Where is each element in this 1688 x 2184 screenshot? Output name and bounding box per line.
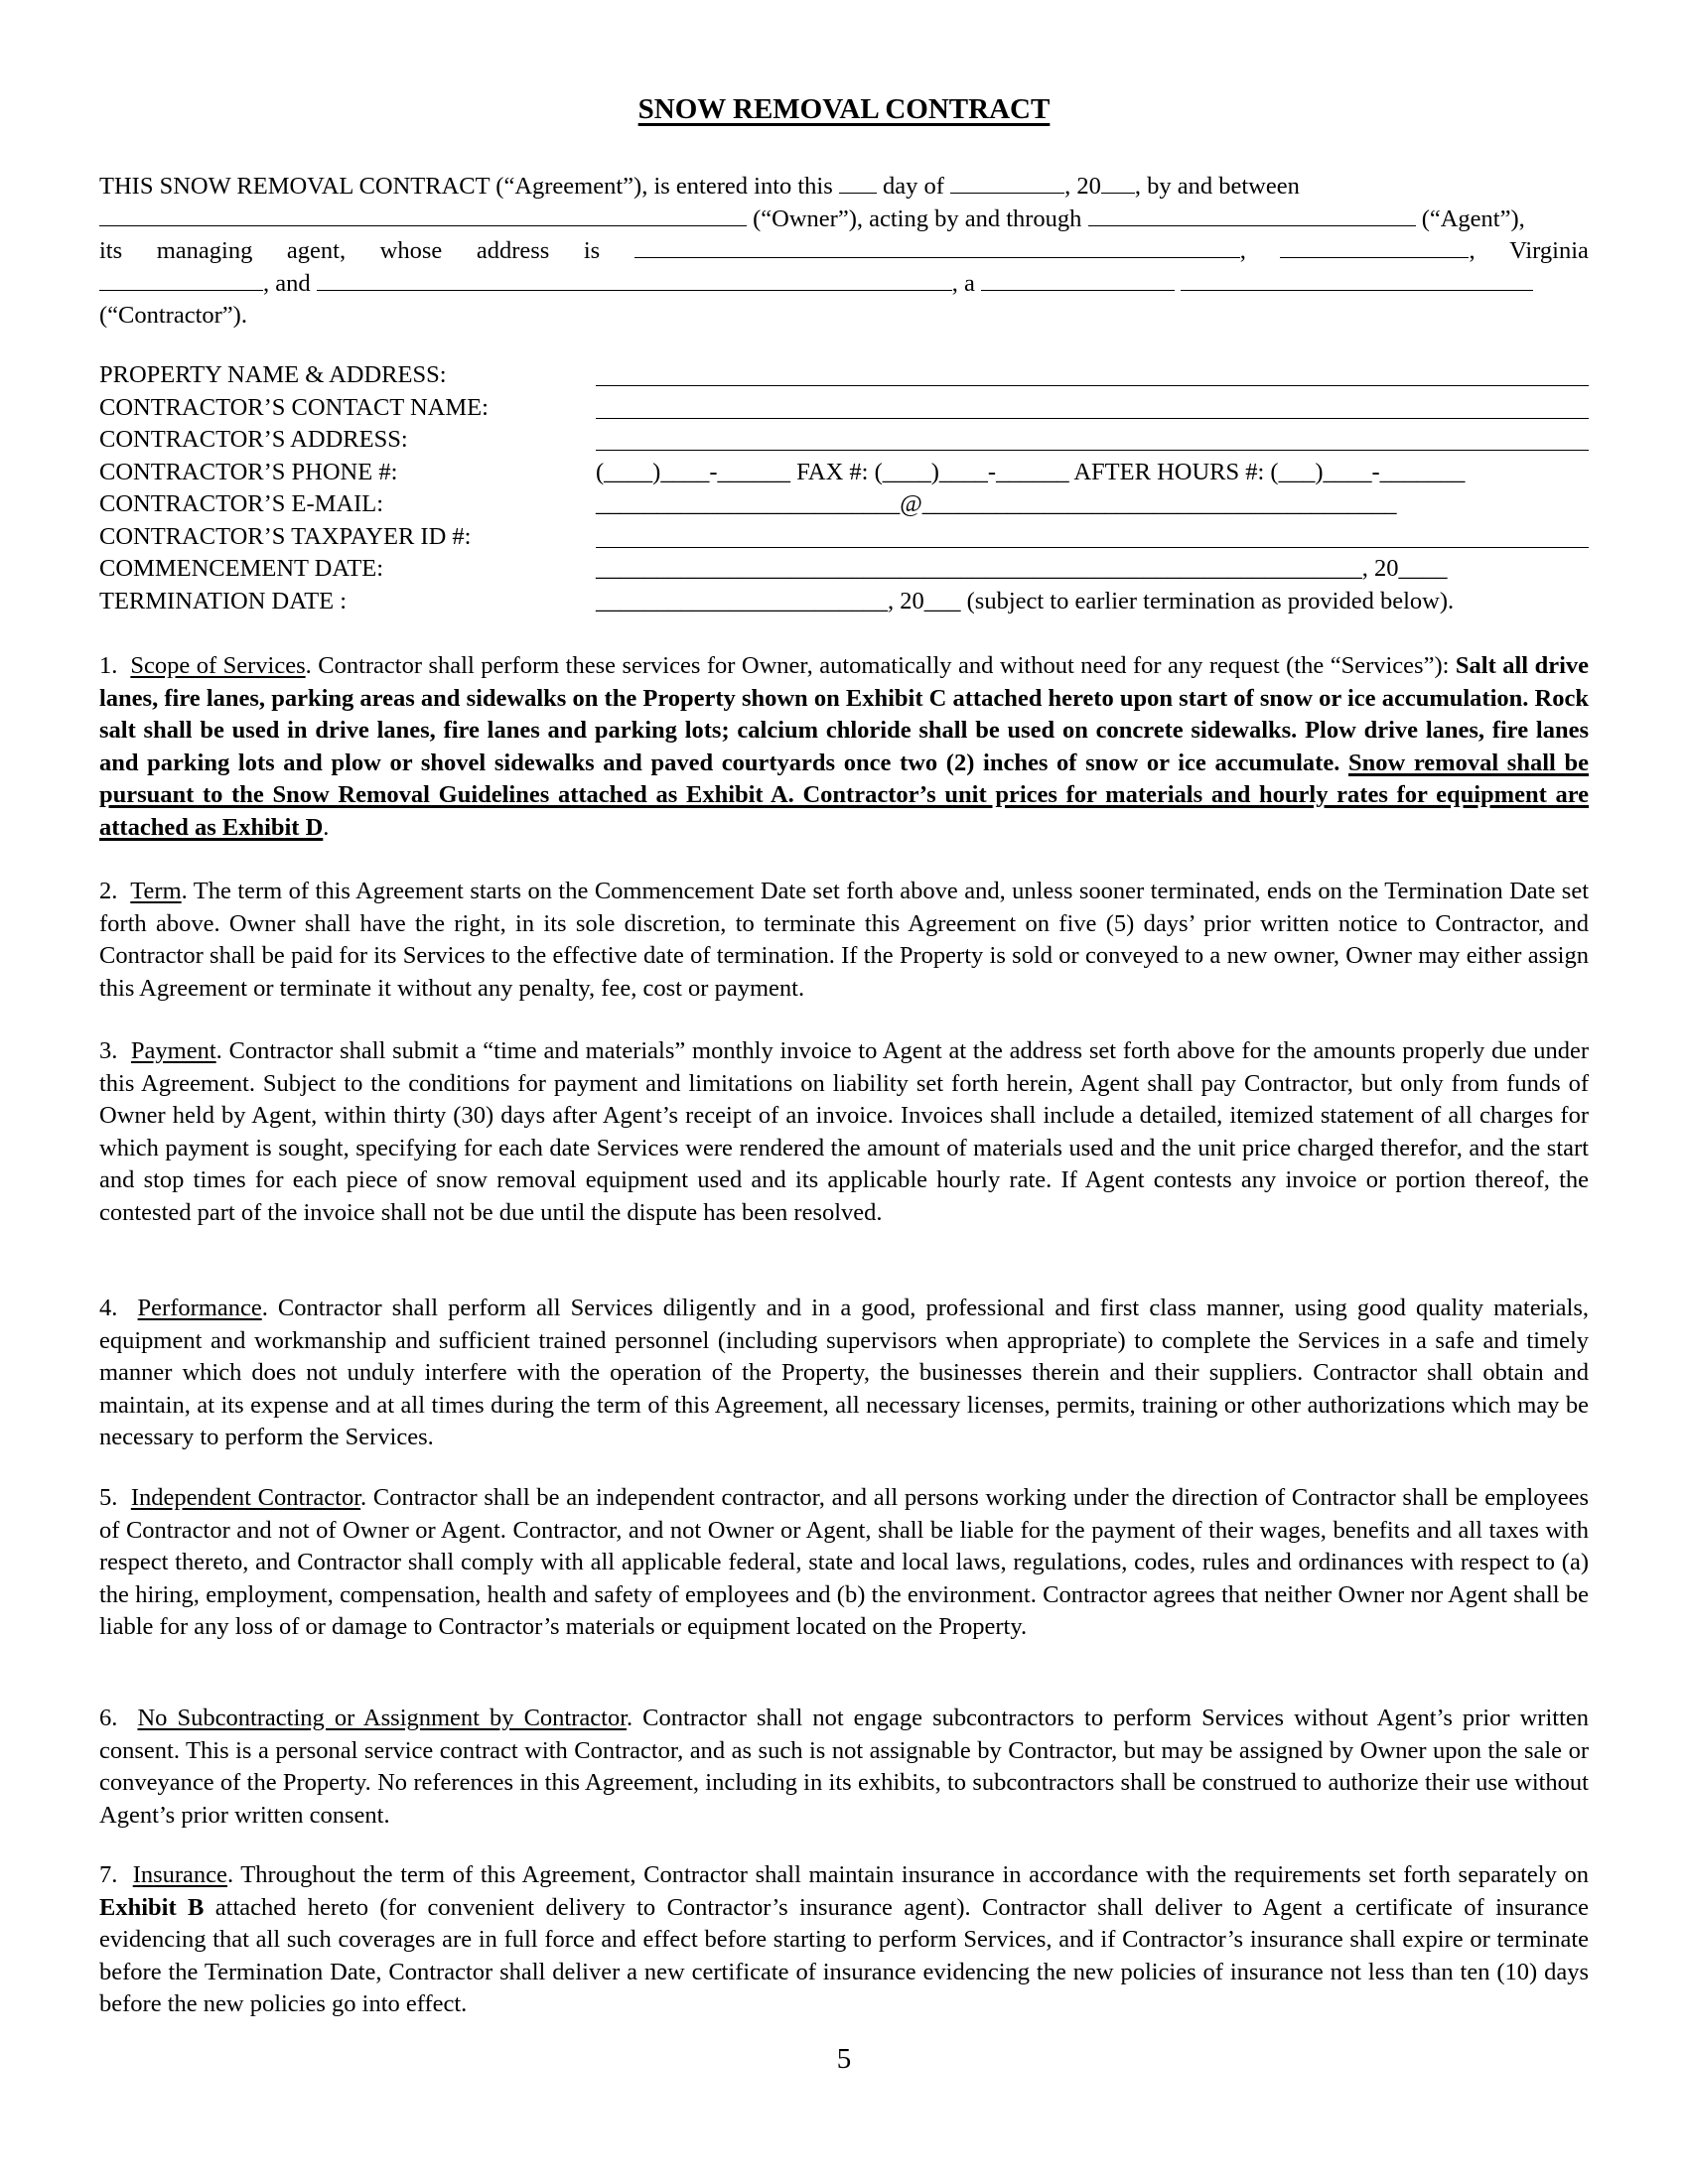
intro-line-2	[99, 204, 1589, 236]
agent-city-group	[1280, 235, 1475, 268]
field-label: PROPERTY NAME & ADDRESS:	[99, 361, 447, 388]
intro-text: , a	[951, 269, 975, 297]
address-input-line[interactable]	[596, 450, 1589, 451]
section-4-performance	[99, 1293, 1589, 1454]
termination-date-input[interactable]: ________________________, 20___ (subject to earlier termination as provided below).	[596, 587, 1455, 614]
section-number: 5.	[99, 1484, 118, 1511]
intro-word: whose	[379, 237, 443, 264]
field-label: CONTRACTOR’S CONTACT NAME:	[99, 393, 489, 421]
intro-word: agent,	[286, 237, 347, 264]
section-heading: Performance	[137, 1295, 262, 1321]
month-blank[interactable]	[950, 171, 1064, 194]
state-text: Virginia	[1509, 237, 1589, 264]
section-text: . Contractor shall perform these services for Owner, automatically and without need for any request (the “Services”):	[305, 652, 1456, 679]
section-heading: Term	[130, 878, 182, 904]
section-text: . The term of this Agreement starts on the Commencement Date set forth above and, unless sooner terminated, ends on the Termination Date set forth above. Owner shall have the right, in its sole discretion, to terminate this Agreement on five (5) days’ prior written notice to Contractor, and Contractor shall be paid for its Services to the effective date of termination. If the Property is sold or conveyed to a new owner, Owner may either assign this Agreement or terminate it without any penalty, fee, cost or payment.	[99, 878, 1589, 1002]
section-3-payment	[99, 1035, 1589, 1229]
section-text: . Contractor shall be an independent contractor, and all persons working under the direction of Contractor shall be employees of Contractor and not of Owner or Agent. Contractor, and not Owner or Agent, shall be liable for the payment of their wages, benefits and all taxes with respect thereto, and Contractor shall comply with all applicable federal, state and local laws, regulations, codes, rules and ordinances with respect to (a) the hiring, employment, compensation, health and safety of employees and (b) the environment. Contractor agrees that neither Owner nor Agent shall be liable for any loss of or damage to Contractor’s materials or equipment located on the Property.	[99, 1484, 1590, 1640]
section-text: . Contractor shall submit a “time and materials” monthly invoice to Agent at the address set forth above for the amounts properly due under this Agreement. Subject to the conditions for payment and limitations on liability set forth herein, Agent shall pay Contractor, but only from funds of Owner held by Agent, within thirty (30) days after Agent’s receipt of an invoice. Invoices shall include a detailed, itemized statement of all charges for which payment is sought, specifying for each date Services were rendered the amount of materials used and the unit price charged therefor, and the start and stop times for each piece of snow removal equipment used and its applicable hourly rate. If Agent contests any invoice or portion thereof, the contested part of the invoice shall not be due until the dispute has been resolved.	[99, 1037, 1589, 1226]
agent-blank[interactable]	[1088, 204, 1416, 226]
intro-word: is	[583, 237, 601, 264]
section-bold-text: Salt all drive lanes, fire lanes, parking areas and sidewalks on the Property shown on Exhibit C attached hereto upon start of snow or ice accumulation. Rock salt shall be used in drive lanes, fire lanes and parking lots; calcium chloride shall be used on concrete sidewalks. Plow drive lanes, fire lanes and parking lots and plow or shovel sidewalks and paved courtyards once two (2) inches of snow or ice accumulate.	[99, 652, 1590, 776]
section-heading: Independent Contractor	[130, 1484, 361, 1511]
intro-text: (“Agent”),	[1421, 205, 1525, 232]
intro-line-3	[99, 235, 1589, 268]
intro-text: , and	[263, 269, 311, 297]
intro-text: ,	[1469, 237, 1476, 264]
section-heading: Payment	[130, 1037, 216, 1064]
contractor-state-blank[interactable]	[981, 268, 1175, 291]
owner-blank[interactable]	[99, 204, 747, 226]
field-label: TERMINATION DATE :	[99, 587, 348, 614]
email-input[interactable]: _________________________@_______________________________________	[596, 490, 1397, 517]
intro-text: day of	[883, 173, 944, 200]
section-number: 3.	[99, 1037, 118, 1064]
field-property	[99, 359, 1589, 392]
section-text: .	[323, 813, 330, 841]
phone-fax-afterhours-input[interactable]: (____)____-______ FAX #: (____)____-______ AFTER HOURS #: (___)____-_______	[596, 458, 1466, 485]
agent-address-group	[634, 235, 1246, 268]
taxpayer-id-input-line[interactable]	[596, 547, 1589, 548]
section-heading: Insurance	[132, 1861, 227, 1888]
section-2-term	[99, 876, 1589, 1005]
section-6-no-subcontracting	[99, 1703, 1589, 1832]
intro-text: , 20	[1064, 173, 1101, 200]
field-address	[99, 424, 1589, 457]
field-label: COMMENCEMENT DATE:	[99, 555, 384, 582]
field-label: CONTRACTOR’S ADDRESS:	[99, 426, 408, 453]
section-number: 2.	[99, 878, 118, 904]
document-title: SNOW REMOVAL CONTRACT	[637, 93, 1051, 125]
section-number: 1.	[99, 652, 118, 679]
field-email	[99, 488, 1589, 521]
intro-text: (“Owner”), acting by and through	[753, 205, 1082, 232]
section-heading: No Subcontracting or Assignment by Contractor	[137, 1705, 628, 1731]
agent-address-blank[interactable]	[634, 235, 1240, 258]
intro-line-5: (“Contractor”).	[99, 302, 247, 329]
field-taxpayer-id	[99, 521, 1589, 554]
section-number: 4.	[99, 1295, 118, 1321]
exhibit-b-reference: Exhibit B	[99, 1893, 205, 1921]
section-1-scope	[99, 650, 1589, 844]
section-bold-underlined-text: Snow removal shall be pursuant to the Snow Removal Guidelines attached as Exhibit A. Contractor’s unit prices for materials and hourly rates for equipment are attached as Exhibit D	[99, 749, 1589, 841]
section-text: . Contractor shall perform all Services diligently and in a good, professional and first class manner, using good quality materials, equipment and workmanship and sufficient trained personnel (including supervisors when appropriate) to complete the Services in a safe and timely manner which does not unduly interfere with the operation of the Property, the businesses therein and their suppliers. Contractor shall obtain and maintain, at its expense and at all times during the term of this Agreement, all necessary licenses, permits, training or other authorizations which may be necessary to perform the Services.	[99, 1295, 1590, 1450]
day-blank[interactable]	[839, 171, 877, 194]
zip-blank[interactable]	[99, 268, 263, 291]
contract-fields	[99, 359, 1589, 617]
field-label: CONTRACTOR’S TAXPAYER ID #:	[99, 522, 472, 550]
section-text: . Contractor shall not engage subcontractors to perform Services without Agent’s prior written consent. This is a personal service contract with Contractor, and as such is not assignable by Contractor, but may be assigned by Owner upon the sale or conveyance of the Property. No references in this Agreement, including in its exhibits, to subcontractors shall be construed to authorize their use without Agent’s prior written consent.	[99, 1705, 1590, 1829]
intro-text: ,	[1239, 237, 1246, 264]
section-text: attached hereto (for convenient delivery to Contractor’s insurance agent). Contractor shall deliver to Agent a certificate of insurance evidencing that all such coverages are in full force and effect before starting to perform Services, and if Contractor’s insurance shall expire or terminate before the Termination Date, Contractor shall deliver a new certificate of insurance evidencing the new policies of insurance not less than ten (10) days before the new policies go into effect.	[99, 1893, 1589, 2017]
property-input-line[interactable]	[596, 385, 1589, 386]
page-number: 5	[836, 2043, 852, 2075]
field-phone	[99, 457, 1589, 489]
intro-line-1	[99, 171, 1589, 204]
contractor-name-blank[interactable]	[317, 268, 952, 291]
field-termination-date	[99, 586, 1589, 618]
intro-paragraph	[99, 171, 1589, 333]
field-commencement-date	[99, 553, 1589, 586]
year-blank[interactable]	[1101, 171, 1135, 194]
contact-name-input-line[interactable]	[596, 418, 1589, 419]
field-label: CONTRACTOR’S E-MAIL:	[99, 490, 384, 517]
section-number: 7.	[99, 1861, 118, 1888]
intro-word: managing	[156, 237, 253, 264]
field-label: CONTRACTOR’S PHONE #:	[99, 458, 398, 485]
intro-text: , by and between	[1134, 173, 1300, 200]
intro-word: its	[99, 237, 123, 264]
section-heading: Scope of Services	[130, 652, 306, 679]
intro-word: address	[476, 237, 550, 264]
section-text: . Throughout the term of this Agreement, Contractor shall maintain insurance in accordance with the requirements set forth separately on	[226, 1861, 1589, 1888]
commencement-date-input[interactable]: _______________________________________________________________, 20____	[596, 555, 1448, 582]
section-number: 6.	[99, 1705, 118, 1731]
intro-line-4	[99, 268, 1589, 301]
contractor-entity-blank[interactable]	[1181, 268, 1533, 291]
agent-city-blank[interactable]	[1280, 235, 1469, 258]
section-5-independent-contractor	[99, 1482, 1589, 1644]
section-7-insurance	[99, 1859, 1589, 2021]
intro-text: THIS SNOW REMOVAL CONTRACT (“Agreement”), is entered into this	[99, 173, 833, 200]
field-contact-name	[99, 392, 1589, 425]
